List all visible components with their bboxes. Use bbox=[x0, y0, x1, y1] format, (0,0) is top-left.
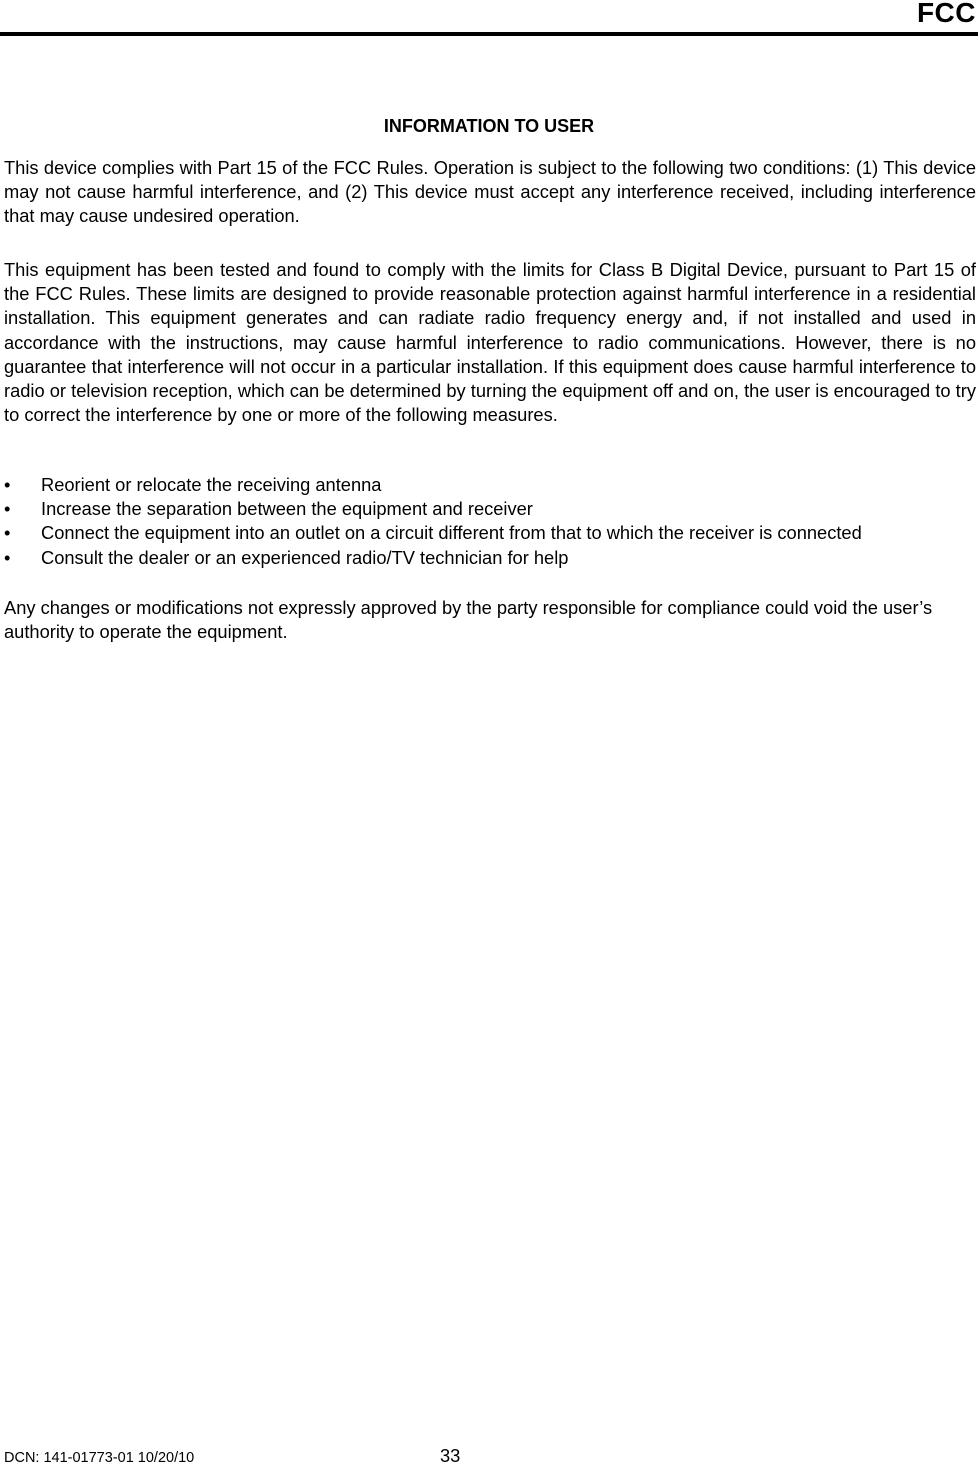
list-item bbox=[4, 497, 978, 521]
class-b-paragraph: This equipment has been tested and found to comply with the limits for Class B Digital Device, pursuant to Part 15 of the FCC Rules. These limits are designed to provide reasonable protection against harmful interference in a residential installation. This equipment generates and can radiate radio frequency energy and, if not installed and used in accordance with the instructions, may cause harmful interference to radio communications. However, there is no guarantee that interference will not occur in a particular installation. If this equipment does cause harmful interference to radio or television reception, which can be determined by turning the equipment off and on, the user is encouraged to try to correct the interference by one or more of the following measures. bbox=[4, 259, 976, 426]
list-item bbox=[4, 521, 978, 545]
list-item-text: Reorient or relocate the receiving antenna bbox=[41, 474, 382, 495]
bullet-icon: • bbox=[4, 498, 11, 520]
page-heading: INFORMATION TO USER bbox=[383, 116, 595, 136]
bullet-icon: • bbox=[4, 522, 11, 544]
document-control-number: DCN: 141-01773-01 10/20/10 bbox=[4, 1450, 195, 1466]
list-item bbox=[4, 546, 978, 570]
bullet-icon: • bbox=[4, 546, 11, 568]
measures-list bbox=[4, 473, 978, 570]
bullet-icon: • bbox=[4, 474, 11, 495]
modifications-paragraph: Any changes or modifications not expressly approved by the party responsible for compliance could void the user’s authority to operate the equipment. bbox=[4, 597, 933, 643]
header-divider bbox=[0, 32, 978, 36]
fcc-compliance-paragraph: This device complies with Part 15 of the FCC Rules. Operation is subject to the following two conditions: (1) This device may not cause harmful interference, and (2) This device must accept any interference received, including interference that may cause undesired operation. bbox=[4, 157, 976, 227]
page-number: 33 bbox=[440, 1445, 461, 1466]
list-item bbox=[4, 473, 978, 497]
list-item-text: Consult the dealer or an experienced radio/TV technician for help bbox=[41, 546, 569, 568]
section-title: FCC bbox=[916, 0, 976, 28]
list-item-text: Increase the separation between the equipment and receiver bbox=[41, 498, 533, 520]
list-item-text: Connect the equipment into an outlet on a circuit different from that to which the receiver is connected bbox=[41, 522, 862, 544]
